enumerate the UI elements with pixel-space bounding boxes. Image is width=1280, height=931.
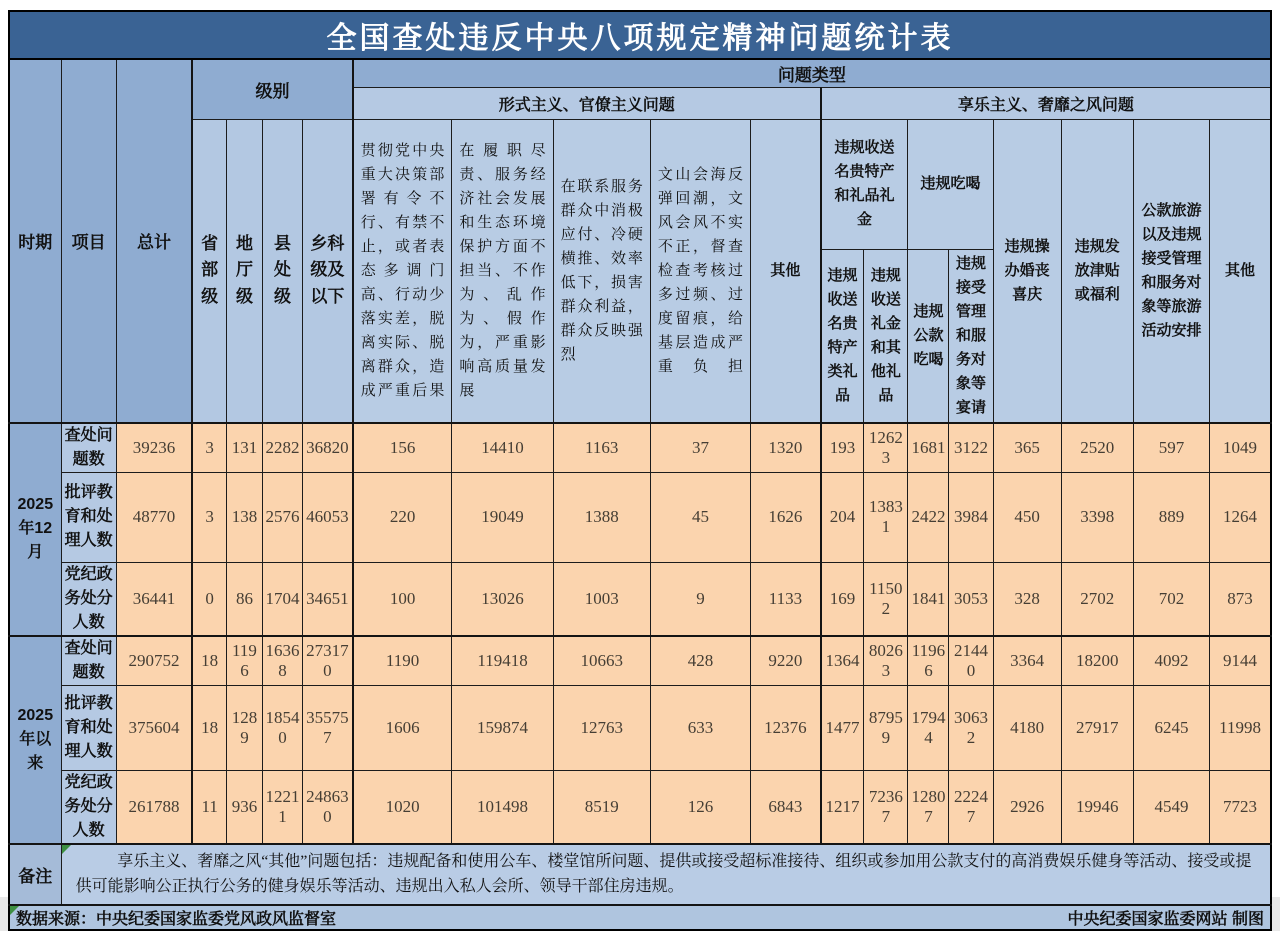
data-cell: 18540 bbox=[263, 685, 303, 770]
col-header-period: 时期 bbox=[9, 59, 61, 423]
data-cell: 702 bbox=[1133, 562, 1209, 636]
data-cell: 261788 bbox=[116, 770, 192, 844]
col-group-dining: 违规吃喝 bbox=[908, 119, 993, 249]
data-cell: 100 bbox=[353, 562, 452, 636]
col-group-gifts: 违规收送名贵特产和礼品礼金 bbox=[821, 119, 908, 249]
data-cell: 13026 bbox=[452, 562, 553, 636]
data-cell: 101498 bbox=[452, 770, 553, 844]
data-cell: 1388 bbox=[553, 472, 650, 562]
data-cell: 1217 bbox=[821, 770, 864, 844]
data-cell: 273170 bbox=[303, 636, 353, 686]
data-cell: 1163 bbox=[553, 423, 650, 473]
data-cell: 6245 bbox=[1133, 685, 1209, 770]
data-cell: 37 bbox=[650, 423, 750, 473]
data-cell: 1626 bbox=[751, 472, 821, 562]
data-cell: 1477 bbox=[821, 685, 864, 770]
note-label: 备注 bbox=[9, 844, 61, 905]
data-cell: 12211 bbox=[263, 770, 303, 844]
credit-text: 中央纪委国家监委网站 制图 bbox=[1067, 910, 1264, 928]
table-title: 全国查处违反中央八项规定精神问题统计表 bbox=[9, 11, 1271, 59]
col-header-allowances-benefits: 违规发放津贴或福利 bbox=[1061, 119, 1133, 423]
col-header-county-level: 县处级 bbox=[263, 119, 303, 423]
col-header-formalism-other: 其他 bbox=[751, 119, 821, 423]
col-header-public-funded-travel: 公款旅游以及违规接受管理和服务对象等旅游活动安排 bbox=[1133, 119, 1209, 423]
data-cell: 375604 bbox=[116, 685, 192, 770]
data-cell: 126 bbox=[650, 770, 750, 844]
col-header-total: 总计 bbox=[116, 59, 192, 423]
data-cell: 3 bbox=[192, 423, 226, 473]
data-cell: 80263 bbox=[864, 636, 908, 686]
data-cell: 22247 bbox=[949, 770, 993, 844]
data-cell: 2422 bbox=[908, 472, 949, 562]
row-label: 查处问题数 bbox=[61, 636, 116, 686]
data-cell: 12376 bbox=[751, 685, 821, 770]
period-cell: 2025年12月 bbox=[9, 423, 61, 636]
eight-point-regulations-table bbox=[8, 10, 1272, 931]
source-row bbox=[9, 905, 1271, 930]
data-cell: 365 bbox=[993, 423, 1061, 473]
period-cell: 2025年以来 bbox=[9, 636, 61, 844]
data-cell: 39236 bbox=[116, 423, 192, 473]
data-cell: 18 bbox=[192, 685, 226, 770]
data-cell: 12763 bbox=[553, 685, 650, 770]
data-cell: 1020 bbox=[353, 770, 452, 844]
data-cell: 12807 bbox=[908, 770, 949, 844]
data-cell: 46053 bbox=[303, 472, 353, 562]
data-cell: 4549 bbox=[1133, 770, 1209, 844]
note-text-content: 享乐主义、奢靡之风“其他”问题包括：违规配备和使用公车、楼堂馆所问题、提供或接受超标准接待、组织或参加用公款支付的高消费娱乐健身等活动、接受或提供可能影响公正执行公务的健身娱乐等活动、违规出入私人会所、领导干部住房违规。 bbox=[75, 852, 1252, 896]
data-cell: 7723 bbox=[1210, 770, 1271, 844]
data-cell: 597 bbox=[1133, 423, 1209, 473]
data-cell: 450 bbox=[993, 472, 1061, 562]
col-header-public-funded-dining: 违规公款吃喝 bbox=[908, 249, 949, 423]
data-cell: 1289 bbox=[226, 685, 262, 770]
data-cell: 1003 bbox=[553, 562, 650, 636]
data-cell: 1190 bbox=[353, 636, 452, 686]
data-cell: 4180 bbox=[993, 685, 1061, 770]
data-cell: 193 bbox=[821, 423, 864, 473]
data-cell: 8519 bbox=[553, 770, 650, 844]
data-cell: 1606 bbox=[353, 685, 452, 770]
col-header-central-decisions: 贯彻党中央重大决策部署有令不行、有禁不止，或者表态多调门高、行动少落实差，脱离实际、脱离群众，造成严重后果 bbox=[353, 119, 452, 423]
col-group-hedonism: 享乐主义、奢靡之风问题 bbox=[821, 87, 1271, 119]
col-header-excessive-meetings: 文山会海反弹回潮，文风会风不实不正，督查检查考核过多过频、过度留痕，给基层造成严重负担 bbox=[650, 119, 750, 423]
data-cell: 11998 bbox=[1210, 685, 1271, 770]
data-source-text: 数据来源：中央纪委国家监委党风政风监督室 bbox=[16, 910, 337, 928]
data-cell: 355757 bbox=[303, 685, 353, 770]
row-label: 查处问题数 bbox=[61, 423, 116, 473]
data-cell: 9220 bbox=[751, 636, 821, 686]
data-cell: 9144 bbox=[1210, 636, 1271, 686]
data-cell: 36441 bbox=[116, 562, 192, 636]
col-header-township-level: 乡科级及以下 bbox=[303, 119, 353, 423]
data-cell: 3984 bbox=[949, 472, 993, 562]
data-cell: 159874 bbox=[452, 685, 553, 770]
data-cell: 11502 bbox=[864, 562, 908, 636]
data-cell: 9 bbox=[650, 562, 750, 636]
data-cell: 19946 bbox=[1061, 770, 1133, 844]
data-cell: 72367 bbox=[864, 770, 908, 844]
data-cell: 2576 bbox=[263, 472, 303, 562]
col-header-province-level: 省部级 bbox=[192, 119, 226, 423]
data-cell: 2926 bbox=[993, 770, 1061, 844]
data-cell: 1681 bbox=[908, 423, 949, 473]
col-header-serving-masses: 在联系服务群众中消极应付、冷硬横推、效率低下，损害群众利益，群众反映强烈 bbox=[553, 119, 650, 423]
data-cell: 18 bbox=[192, 636, 226, 686]
data-cell: 11966 bbox=[908, 636, 949, 686]
data-cell: 889 bbox=[1133, 472, 1209, 562]
col-group-problem-type: 问题类型 bbox=[353, 59, 1271, 87]
data-cell: 1320 bbox=[751, 423, 821, 473]
data-cell: 328 bbox=[993, 562, 1061, 636]
data-cell: 86 bbox=[226, 562, 262, 636]
data-cell: 3053 bbox=[949, 562, 993, 636]
data-cell: 10663 bbox=[553, 636, 650, 686]
comment-marker-icon bbox=[10, 906, 19, 915]
col-header-item: 项目 bbox=[61, 59, 116, 423]
data-cell: 428 bbox=[650, 636, 750, 686]
data-cell: 290752 bbox=[116, 636, 192, 686]
data-cell: 48770 bbox=[116, 472, 192, 562]
data-cell: 1841 bbox=[908, 562, 949, 636]
data-cell: 6843 bbox=[751, 770, 821, 844]
row-label: 党纪政务处分人数 bbox=[61, 562, 116, 636]
col-header-weddings-funerals: 违规操办婚丧喜庆 bbox=[993, 119, 1061, 423]
data-cell: 12623 bbox=[864, 423, 908, 473]
data-cell: 248630 bbox=[303, 770, 353, 844]
row-label: 党纪政务处分人数 bbox=[61, 770, 116, 844]
row-label: 批评教育和处理人数 bbox=[61, 472, 116, 562]
data-cell: 2702 bbox=[1061, 562, 1133, 636]
row-label: 批评教育和处理人数 bbox=[61, 685, 116, 770]
data-cell: 119418 bbox=[452, 636, 553, 686]
data-cell: 131 bbox=[226, 423, 262, 473]
data-cell: 0 bbox=[192, 562, 226, 636]
data-cell: 4092 bbox=[1133, 636, 1209, 686]
data-cell: 27917 bbox=[1061, 685, 1133, 770]
data-cell: 21440 bbox=[949, 636, 993, 686]
data-cell: 17944 bbox=[908, 685, 949, 770]
col-header-prefecture-level: 地厅级 bbox=[226, 119, 262, 423]
data-cell: 3398 bbox=[1061, 472, 1133, 562]
data-cell: 87959 bbox=[864, 685, 908, 770]
data-cell: 1704 bbox=[263, 562, 303, 636]
col-header-cash-gifts: 违规收送礼金和其他礼品 bbox=[864, 249, 908, 423]
col-header-banquets-from-clients: 违规接受管理和服务对象等宴请 bbox=[949, 249, 993, 423]
col-group-formalism: 形式主义、官僚主义问题 bbox=[353, 87, 821, 119]
data-cell: 1196 bbox=[226, 636, 262, 686]
comment-marker-icon bbox=[62, 845, 71, 854]
data-cell: 45 bbox=[650, 472, 750, 562]
data-cell: 936 bbox=[226, 770, 262, 844]
data-cell: 1049 bbox=[1210, 423, 1271, 473]
data-cell: 156 bbox=[353, 423, 452, 473]
data-cell: 633 bbox=[650, 685, 750, 770]
data-cell: 2282 bbox=[263, 423, 303, 473]
data-cell: 14410 bbox=[452, 423, 553, 473]
data-cell: 2520 bbox=[1061, 423, 1133, 473]
data-cell: 3364 bbox=[993, 636, 1061, 686]
data-cell: 1133 bbox=[751, 562, 821, 636]
data-cell: 873 bbox=[1210, 562, 1271, 636]
data-cell: 16368 bbox=[263, 636, 303, 686]
data-cell: 220 bbox=[353, 472, 452, 562]
col-header-specialty-gifts: 违规收送名贵特产类礼品 bbox=[821, 249, 864, 423]
col-header-duty-performance: 在履职尽责、服务经济社会发展和生态环境保护方面不担当、不作为、乱作为、假作为，严重影响高质量发展 bbox=[452, 119, 553, 423]
data-cell: 18200 bbox=[1061, 636, 1133, 686]
data-cell: 1264 bbox=[1210, 472, 1271, 562]
data-cell: 19049 bbox=[452, 472, 553, 562]
data-cell: 1364 bbox=[821, 636, 864, 686]
data-cell: 138 bbox=[226, 472, 262, 562]
data-cell: 204 bbox=[821, 472, 864, 562]
data-cell: 13831 bbox=[864, 472, 908, 562]
col-group-level: 级别 bbox=[192, 59, 352, 119]
data-cell: 3 bbox=[192, 472, 226, 562]
data-cell: 11 bbox=[192, 770, 226, 844]
data-cell: 36820 bbox=[303, 423, 353, 473]
data-cell: 34651 bbox=[303, 562, 353, 636]
data-cell: 3122 bbox=[949, 423, 993, 473]
data-cell: 30632 bbox=[949, 685, 993, 770]
col-header-hedonism-other: 其他 bbox=[1210, 119, 1271, 423]
note-text bbox=[61, 844, 1271, 905]
data-cell: 169 bbox=[821, 562, 864, 636]
